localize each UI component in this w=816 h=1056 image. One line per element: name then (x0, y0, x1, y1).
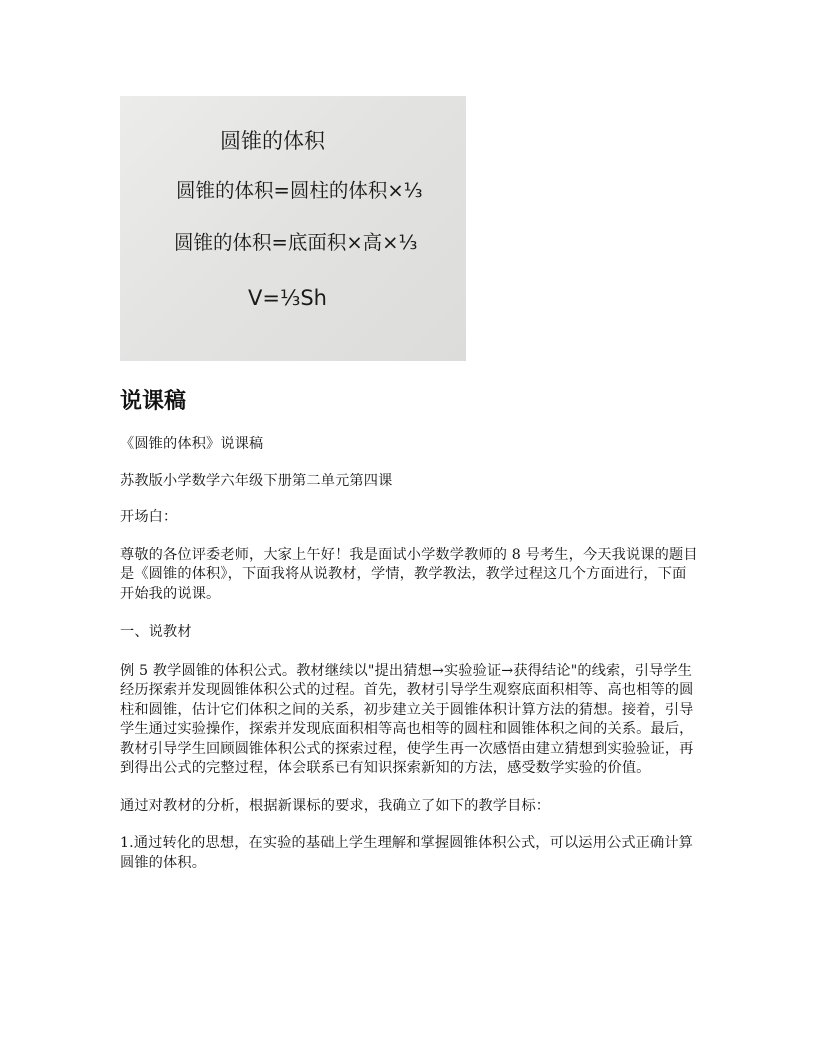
photo-line-2: 圆锥的体积=圆柱的体积×⅓ (176, 179, 423, 202)
photo-line-4: V=⅓Sh (248, 286, 327, 310)
opening-label: 开场白： (120, 509, 178, 525)
intro-paragraph: 尊敬的各位评委老师，大家上午好！我是面试小学数学教师的 8 号考生，今天我说课的题目是《圆锥的体积》，下面我将从说教材，学情，教学教法，教学过程这几个方面进行，下面开始我的说课。 (120, 546, 698, 602)
photo-line-3: 圆锥的体积=底面积×高×⅓ (174, 231, 418, 254)
page-heading: 说课稿 (120, 389, 187, 414)
document-page (120, 96, 700, 873)
lecture-subtitle: 苏教版小学数学六年级下册第二单元第四课 (120, 472, 393, 489)
handwriting-drawing (120, 96, 466, 361)
photo-line-1: 圆锥的体积 (220, 129, 325, 153)
goal-item-1: 1.通过转化的思想，在实验的基础上学生理解和掌握圆锥体积公式，可以运用公式正确计算圆锥的体积。 (120, 835, 694, 871)
section-heading: 一、说教材 (120, 624, 192, 640)
handwritten-formula-photo (120, 96, 466, 361)
goals-intro-paragraph: 通过对教材的分析，根据新课标的要求，我确立了如下的教学目标： (120, 797, 551, 814)
textbook-paragraph: 例 5 教学圆锥的体积公式。教材继续以"提出猜想→实验验证→获得结论"的线索，引导学生经历探索并发现圆锥体积公式的过程。首先，教材引导学生观察底面积相等、高也相等的圆柱和圆锥，估计它们体积之间的关系，初步建立关于圆锥体积计算方法的猜想。接着，引导学生通过实验操作，探索并发现底面积相等高也相等的圆柱和圆锥体积之间的关系。最后，教材引导学生回顾圆锥体积公式的探索过程，使学生再一次感悟由建立猜想到实验验证，再到得出公式的完整过程，体会联系已有知识探索新知的方法，感受数学实验的价值。 (120, 662, 694, 776)
lecture-title: 《圆锥的体积》说课稿 (120, 436, 264, 452)
